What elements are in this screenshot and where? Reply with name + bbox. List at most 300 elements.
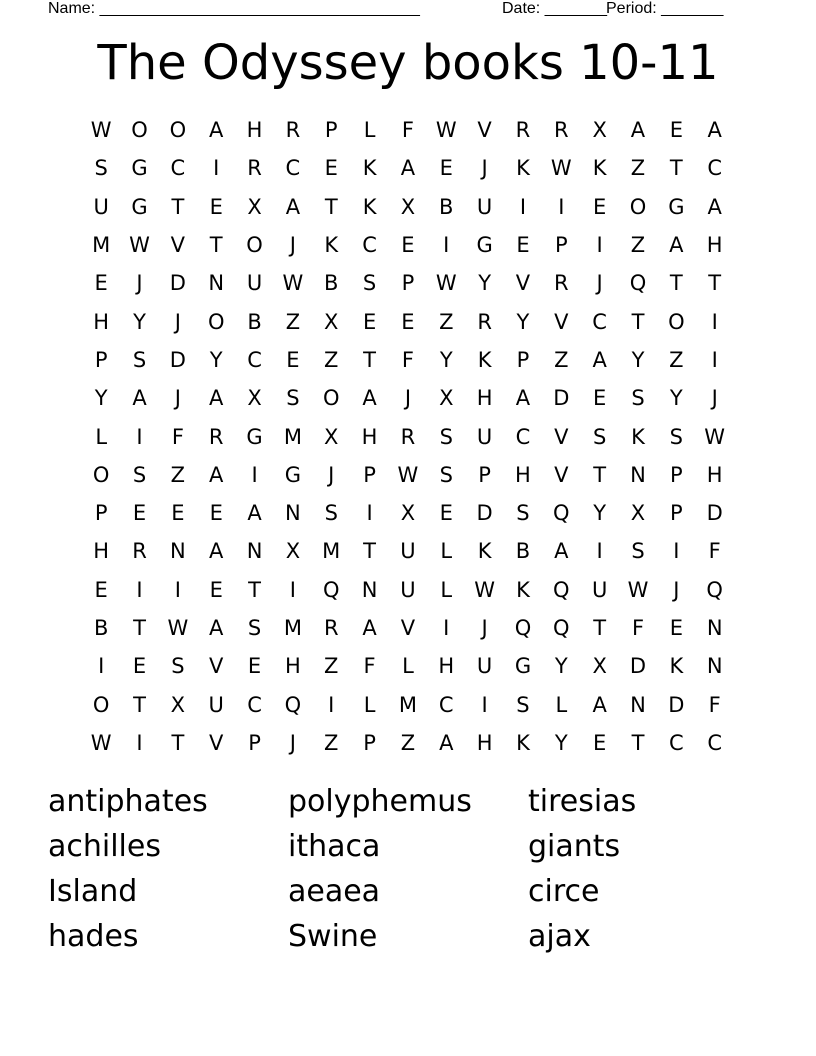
grid-letter: O [629, 194, 647, 219]
grid-letter: S [439, 462, 453, 487]
grid-letter: F [363, 654, 376, 679]
word-list-item: ithaca [288, 829, 381, 864]
grid-letter: H [476, 386, 493, 411]
grid-letter: B [247, 309, 262, 334]
grid-letter: K [516, 730, 530, 755]
grid-letter: E [209, 501, 223, 526]
grid-letter: G [131, 156, 148, 181]
grid-letter: H [246, 118, 263, 143]
grid-letter: X [324, 424, 339, 449]
grid-letter: O [131, 118, 148, 143]
grid-letter: E [247, 654, 262, 679]
grid-letter: P [554, 233, 568, 258]
grid-letter: U [246, 271, 263, 296]
grid-letter: P [363, 462, 376, 487]
grid-letter: W [90, 730, 112, 755]
grid-letter: Y [554, 730, 568, 755]
grid-letter: G [476, 233, 493, 258]
grid-letter: Y [94, 386, 108, 411]
grid-letter: U [591, 577, 608, 602]
grid-letter: C [707, 730, 722, 755]
grid-letter: N [706, 654, 723, 679]
grid-letter: R [132, 539, 147, 564]
grid-letter: S [247, 616, 262, 640]
grid-letter: T [669, 271, 683, 296]
grid-letter: P [516, 347, 530, 372]
grid-letter: F [708, 539, 721, 564]
grid-letter: W [397, 462, 419, 487]
grid-letter: Y [209, 347, 223, 372]
grid-letter: J [328, 462, 335, 487]
grid-letter: W [474, 577, 495, 602]
grid-letter: T [209, 233, 223, 258]
grid-letter: J [174, 309, 181, 334]
grid-letter: Q [706, 577, 723, 602]
grid-letter: P [363, 730, 376, 755]
grid-letter: I [136, 424, 143, 449]
grid-letter: G [514, 654, 532, 679]
grid-letter: D [629, 654, 647, 679]
grid-letter: G [284, 462, 302, 487]
grid-letter: V [554, 424, 569, 449]
grid-letter: Q [514, 616, 532, 640]
grid-letter: Z [554, 347, 569, 372]
grid-letter: D [169, 347, 186, 372]
grid-letter: U [208, 692, 224, 717]
grid-letter: T [248, 577, 261, 602]
grid-letter: R [400, 424, 416, 449]
grid-letter: K [324, 233, 339, 258]
grid-letter: G [131, 194, 148, 219]
grid-letter: O [322, 386, 340, 411]
grid-letter: T [171, 730, 185, 755]
grid-letter: N [361, 577, 378, 602]
grid-letter: Y [669, 386, 683, 411]
grid-letter: P [401, 271, 415, 296]
grid-letter: Z [324, 730, 339, 755]
grid-letter: S [631, 539, 645, 564]
grid-letter: X [592, 654, 607, 679]
grid-letter: T [133, 692, 146, 717]
grid-letter: Q [284, 692, 302, 717]
grid-letter: E [132, 501, 147, 526]
grid-letter: Z [324, 654, 339, 679]
grid-letter: V [400, 616, 416, 640]
page-title: The Odyssey books 10-11 [97, 35, 719, 91]
grid-letter: A [209, 539, 224, 564]
grid-letter: A [362, 616, 377, 640]
grid-letter: C [285, 156, 301, 181]
grid-letter: T [363, 347, 376, 372]
grid-letter: R [477, 309, 492, 334]
grid-letter: K [669, 654, 684, 679]
name-field: Name: ____________________________________ [48, 0, 420, 17]
grid-letter: M [283, 616, 302, 640]
grid-letter: N [208, 271, 225, 296]
grid-letter: I [136, 577, 143, 602]
grid-letter: P [94, 501, 108, 526]
grid-letter: R [285, 118, 301, 143]
grid-letter: E [439, 501, 453, 526]
grid-letter: X [247, 194, 262, 219]
grid-letter: H [93, 539, 110, 564]
grid-letter: Z [669, 347, 684, 372]
grid-letter: C [668, 730, 684, 755]
grid-letter: N [285, 501, 301, 526]
grid-letter: J [174, 386, 181, 411]
grid-letter: O [169, 118, 187, 143]
grid-letter: T [593, 616, 607, 640]
grid-letter: E [132, 654, 147, 679]
grid-letter: U [476, 654, 493, 679]
grid-letter: Z [439, 309, 454, 334]
grid-letter: D [169, 271, 186, 296]
grid-letter: A [592, 347, 607, 372]
grid-letter: S [592, 424, 607, 449]
grid-letter: J [711, 386, 718, 411]
grid-letter: T [708, 271, 722, 296]
grid-letter: I [596, 539, 603, 564]
grid-letter: S [94, 156, 108, 181]
grid-letter: V [554, 309, 569, 334]
grid-letter: I [519, 194, 527, 219]
grid-letter: E [324, 156, 338, 181]
grid-letter: S [171, 654, 185, 679]
grid-letter: T [133, 616, 146, 640]
grid-letter: E [593, 730, 607, 755]
grid-letter: W [90, 118, 112, 143]
grid-letter: Z [630, 156, 646, 181]
grid-letter: I [366, 501, 373, 526]
grid-letter: V [515, 271, 531, 296]
grid-letter: S [669, 424, 683, 449]
grid-letter: J [136, 271, 143, 296]
grid-letter: W [167, 616, 189, 640]
grid-letter: J [289, 730, 296, 755]
word-list-item: Island [48, 874, 138, 909]
grid-letter: J [404, 386, 412, 411]
grid-letter: D [668, 692, 685, 717]
grid-letter: U [400, 577, 416, 602]
grid-letter: Z [400, 730, 416, 755]
grid-letter: H [706, 233, 723, 258]
grid-letter: L [363, 692, 376, 717]
grid-letter: K [477, 347, 492, 372]
grid-letter: B [93, 616, 109, 640]
grid-letter: F [631, 616, 645, 640]
grid-letter: X [592, 118, 607, 143]
grid-letter: O [207, 309, 225, 334]
grid-letter: I [481, 692, 488, 717]
grid-letter: S [132, 462, 147, 487]
grid-letter: S [516, 692, 530, 717]
grid-letter: C [515, 424, 531, 449]
grid-letter: I [558, 194, 565, 219]
grid-letter: P [248, 730, 261, 755]
grid-letter: A [630, 118, 646, 143]
grid-letter: W [550, 156, 572, 181]
grid-letter: K [516, 577, 530, 602]
grid-letter: L [402, 654, 414, 679]
grid-letter: O [92, 692, 110, 717]
grid-letter: I [328, 692, 335, 717]
grid-letter: K [631, 424, 645, 449]
grid-letter: A [362, 386, 377, 411]
grid-letter: I [98, 654, 105, 679]
grid-letter: N [170, 539, 186, 564]
grid-letter: P [324, 118, 338, 143]
grid-letter: B [324, 271, 339, 296]
date-field: Date: _______ [502, 0, 607, 17]
grid-letter: D [476, 501, 493, 526]
grid-letter: A [247, 501, 262, 526]
grid-letter: M [283, 424, 302, 449]
grid-letter: A [209, 386, 224, 411]
grid-letter: I [711, 347, 718, 372]
grid-letter: J [596, 271, 603, 296]
grid-letter: P [669, 501, 683, 526]
grid-letter: I [711, 309, 718, 334]
grid-letter: F [708, 692, 721, 717]
grid-letter: I [596, 233, 603, 258]
grid-letter: L [555, 692, 568, 717]
grid-letter: A [707, 194, 722, 219]
grid-letter: W [435, 271, 457, 296]
grid-letter: T [171, 194, 185, 219]
grid-letter: S [132, 347, 147, 372]
grid-letter: A [592, 692, 607, 717]
word-list-item: giants [528, 829, 621, 864]
word-list-item: achilles [48, 829, 161, 864]
grid-letter: V [170, 233, 186, 258]
grid-letter: Z [324, 347, 339, 372]
grid-letter: E [439, 156, 453, 181]
grid-letter: O [246, 233, 263, 258]
grid-letter: X [439, 386, 454, 411]
grid-letter: H [93, 309, 110, 334]
grid-letter: K [362, 156, 377, 181]
grid-letter: K [477, 539, 492, 564]
grid-letter: E [669, 118, 683, 143]
grid-letter: T [363, 539, 376, 564]
grid-letter: W [129, 233, 150, 258]
grid-letter: C [247, 347, 262, 372]
grid-letter: B [515, 539, 531, 564]
grid-letter: I [443, 616, 450, 640]
grid-letter: X [170, 692, 186, 717]
grid-letter: Y [439, 347, 453, 372]
grid-letter: S [362, 271, 377, 296]
grid-letter: I [174, 577, 181, 602]
grid-letter: E [94, 271, 108, 296]
grid-letter: X [285, 539, 301, 564]
grid-letter: E [171, 501, 185, 526]
grid-letter: S [286, 386, 300, 411]
grid-letter: E [286, 347, 300, 372]
grid-letter: R [515, 118, 531, 143]
word-list-item: antiphates [48, 784, 208, 819]
period-field: Period: _______ [606, 0, 724, 17]
grid-letter: A [132, 386, 147, 411]
grid-letter: L [440, 577, 453, 602]
grid-letter: X [247, 386, 262, 411]
grid-letter: G [246, 424, 263, 449]
grid-letter: Y [554, 654, 568, 679]
grid-letter: Z [285, 309, 301, 334]
grid-letter: Q [553, 501, 570, 526]
grid-letter: A [400, 156, 416, 181]
grid-letter: P [669, 462, 683, 487]
grid-letter: O [92, 462, 110, 487]
grid-letter: A [439, 730, 454, 755]
grid-letter: W [282, 271, 304, 296]
grid-letter: E [362, 309, 377, 334]
grid-letter: N [630, 462, 646, 487]
grid-letter: U [476, 194, 493, 219]
grid-letter: J [673, 577, 680, 602]
grid-letter: H [515, 462, 531, 487]
grid-letter: S [439, 424, 453, 449]
grid-letter: W [435, 118, 457, 143]
grid-letter: I [673, 539, 680, 564]
grid-letter: P [94, 347, 108, 372]
grid-letter: Q [322, 577, 340, 602]
grid-letter: N [630, 692, 646, 717]
grid-letter: W [627, 577, 649, 602]
grid-letter: V [209, 654, 224, 679]
grid-letter: M [398, 692, 417, 717]
grid-letter: L [440, 539, 453, 564]
grid-letter: J [481, 616, 488, 640]
grid-letter: I [443, 233, 450, 258]
grid-letter: E [516, 233, 530, 258]
grid-letter: R [323, 616, 339, 640]
word-list-item: hades [48, 919, 139, 954]
word-list-item: aeaea [288, 874, 381, 909]
grid-letter: E [209, 194, 223, 219]
grid-letter: E [401, 309, 415, 334]
grid-letter: E [94, 577, 108, 602]
grid-letter: G [668, 194, 685, 219]
grid-letter: T [631, 730, 645, 755]
grid-letter: T [324, 194, 338, 219]
grid-letter: U [476, 424, 493, 449]
grid-letter: X [324, 309, 339, 334]
grid-letter: J [481, 156, 488, 181]
grid-letter: V [209, 730, 224, 755]
grid-letter: Q [629, 271, 647, 296]
grid-letter: C [170, 156, 186, 181]
grid-letter: E [593, 194, 607, 219]
header-fields [48, 0, 748, 20]
grid-letter: D [706, 501, 723, 526]
grid-letter: T [669, 156, 683, 181]
grid-letter: P [478, 462, 491, 487]
grid-letter: U [400, 539, 416, 564]
grid-letter: H [706, 462, 723, 487]
grid-letter: F [401, 118, 414, 143]
grid-letter: A [285, 194, 301, 219]
word-list-item: circe [528, 874, 600, 909]
grid-letter: I [213, 156, 220, 181]
grid-letter: H [476, 730, 493, 755]
word-list [48, 779, 768, 959]
grid-letter: Q [553, 616, 570, 640]
grid-letter: X [630, 501, 646, 526]
grid-letter: L [363, 118, 376, 143]
grid-letter: X [400, 501, 416, 526]
grid-letter: S [631, 386, 645, 411]
grid-letter: A [707, 118, 722, 143]
grid-letter: Y [133, 309, 146, 334]
grid-letter: E [209, 577, 223, 602]
word-list-item: polyphemus [288, 784, 472, 819]
grid-letter: Y [593, 501, 607, 526]
grid-letter: K [516, 156, 530, 181]
grid-letter: D [553, 386, 570, 411]
grid-letter: W [704, 424, 726, 449]
grid-letter: B [439, 194, 454, 219]
grid-letter: X [400, 194, 416, 219]
grid-letter: K [592, 156, 607, 181]
grid-letter: A [554, 539, 569, 564]
grid-letter: T [631, 309, 645, 334]
grid-letter: R [247, 156, 262, 181]
grid-letter: I [289, 577, 296, 602]
grid-letter: H [284, 654, 301, 679]
grid-letter: M [92, 233, 111, 258]
word-list-item: Swine [288, 919, 378, 954]
grid-letter: F [171, 424, 184, 449]
grid-letter: R [554, 271, 569, 296]
grid-letter: Z [630, 233, 646, 258]
grid-letter: R [554, 118, 569, 143]
word-list-item: tiresias [528, 784, 637, 819]
grid-letter: L [95, 424, 108, 449]
letter-grid [82, 111, 734, 762]
grid-letter: F [401, 347, 414, 372]
grid-letter: I [251, 462, 258, 487]
grid-letter: S [324, 501, 338, 526]
grid-letter: E [593, 386, 607, 411]
grid-letter: C [247, 692, 262, 717]
grid-letter: C [707, 156, 722, 181]
grid-letter: Z [170, 462, 186, 487]
grid-letter: Y [516, 309, 530, 334]
grid-letter: A [209, 462, 224, 487]
grid-letter: Y [478, 271, 492, 296]
grid-letter: H [438, 654, 455, 679]
grid-letter: I [136, 730, 143, 755]
grid-letter: C [362, 233, 377, 258]
grid-letter: K [362, 194, 377, 219]
grid-letter: O [668, 309, 685, 334]
grid-letter: N [706, 616, 723, 640]
grid-letter: A [515, 386, 531, 411]
grid-letter: V [477, 118, 492, 143]
grid-letter: S [516, 501, 530, 526]
grid-letter: A [209, 616, 224, 640]
grid-letter: Q [553, 577, 570, 602]
grid-letter: C [438, 692, 454, 717]
grid-letter: J [289, 233, 296, 258]
grid-letter: E [669, 616, 683, 640]
grid-letter: M [322, 539, 341, 564]
word-list-item: ajax [528, 919, 591, 954]
grid-letter: T [593, 462, 607, 487]
grid-letter: E [401, 233, 415, 258]
grid-letter: V [554, 462, 569, 487]
